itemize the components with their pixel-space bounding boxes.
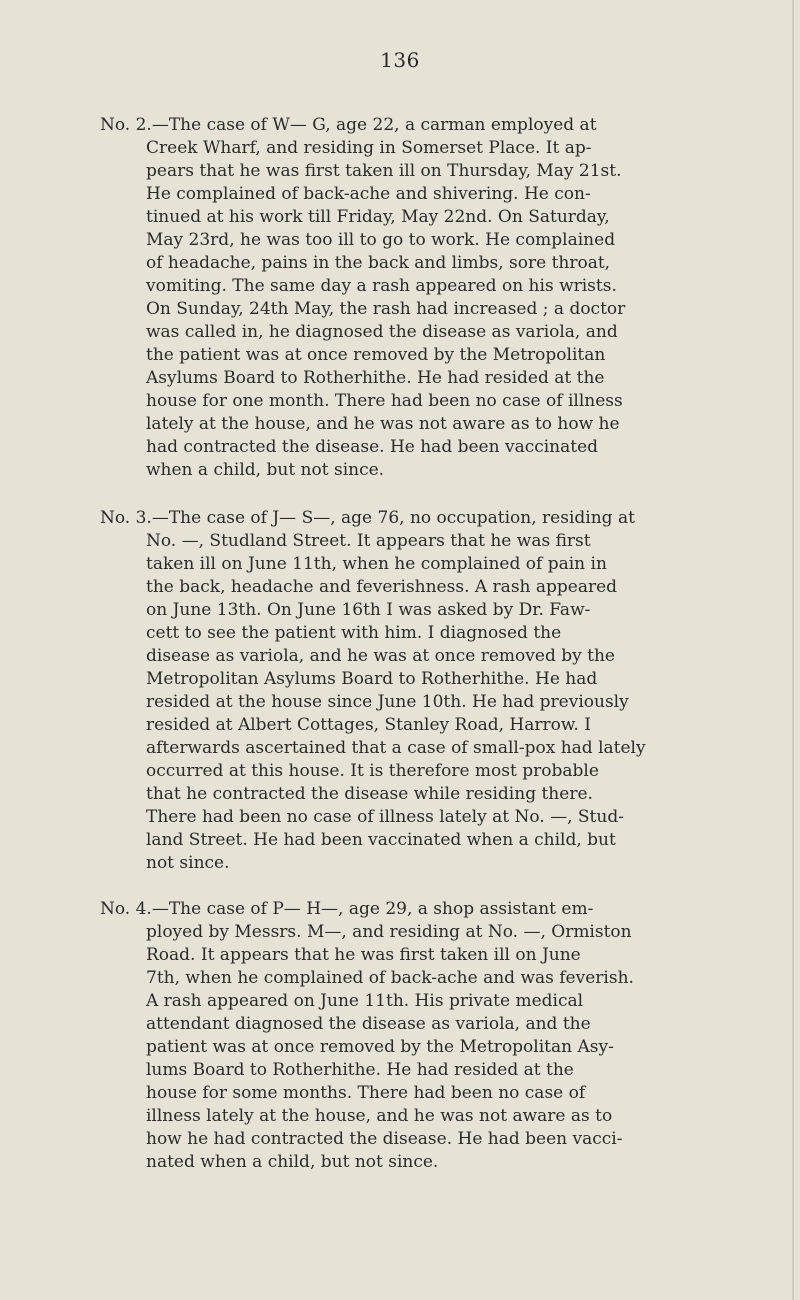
case-heading-line: No. 4.—The case of P— H—, age 29, a shop assistant em-: [100, 899, 594, 919]
case-text-line: pears that he was first taken ill on Thursday, May 21st.: [146, 161, 622, 181]
case-text-line: He complained of back-ache and shivering. He con-: [146, 184, 591, 204]
case-text-line: the back, headache and feverishness. A rash appeared: [146, 577, 618, 597]
case-text-line: patient was at once removed by the Metropolitan Asy-: [146, 1037, 614, 1057]
case-text-line: resided at Albert Cottages, Stanley Road, Harrow. I: [146, 715, 591, 735]
case-text-line: on June 13th. On June 16th I was asked by Dr. Faw-: [146, 600, 591, 620]
case-text-line: On Sunday, 24th May, the rash had increased ; a doctor: [146, 299, 626, 319]
case-text-line: nated when a child, but not since.: [146, 1152, 439, 1172]
case-text-line: occurred at this house. It is therefore most probable: [146, 761, 599, 781]
case-text-line: afterwards ascertained that a case of small-pox had lately: [146, 738, 646, 758]
case-text-line: was called in, he diagnosed the disease as variola, and: [146, 322, 618, 342]
case-text-line: 7th, when he complained of back-ache and was feverish.: [146, 968, 634, 988]
case-text-line: illness lately at the house, and he was not aware as to: [146, 1106, 613, 1126]
page-edge-rule: [792, 0, 794, 1300]
case-text-line: the patient was at once removed by the Metropolitan: [146, 345, 606, 365]
case-text-line: May 23rd, he was too ill to go to work. He complained: [146, 230, 616, 250]
case-text-line: house for some months. There had been no case of: [146, 1083, 586, 1103]
case-text-line: attendant diagnosed the disease as variola, and the: [146, 1014, 591, 1034]
case-text-line: A rash appeared on June 11th. His private medical: [146, 991, 584, 1011]
case-text-line: taken ill on June 11th, when he complained of pain in: [146, 554, 607, 574]
case-text-line: that he contracted the disease while residing there.: [146, 784, 593, 804]
case-text-line: cett to see the patient with him. I diagnosed the: [146, 623, 562, 643]
case-heading-line: No. 3.—The case of J— S—, age 76, no occupation, residing at: [100, 508, 635, 528]
case-text-line: Creek Wharf, and residing in Somerset Place. It ap-: [146, 138, 592, 158]
case-heading-line: No. 2.—The case of W— G, age 22, a carman employed at: [100, 115, 597, 135]
case-text-line: No. —, Studland Street. It appears that he was first: [146, 531, 591, 551]
case-text-line: Road. It appears that he was first taken ill on June: [146, 945, 581, 965]
case-text-line: vomiting. The same day a rash appeared on his wrists.: [146, 276, 617, 296]
case-text-line: when a child, but not since.: [146, 460, 385, 480]
case-text-line: not since.: [146, 853, 230, 873]
case-text-line: lums Board to Rotherhithe. He had resided at the: [146, 1060, 574, 1080]
case-text-line: Asylums Board to Rotherhithe. He had resided at the: [146, 368, 605, 388]
case-text-line: resided at the house since June 10th. He had previously: [146, 692, 629, 712]
case-text-line: lately at the house, and he was not aware as to how he: [146, 414, 620, 434]
page-number: 136: [380, 48, 420, 72]
case-text-line: There had been no case of illness lately at No. —, Stud-: [146, 807, 624, 827]
case-text-line: tinued at his work till Friday, May 22nd. On Saturday,: [146, 207, 610, 227]
case-text-line: of headache, pains in the back and limbs, sore throat,: [146, 253, 611, 273]
case-text-line: house for one month. There had been no case of illness: [146, 391, 623, 411]
case-text-line: how he had contracted the disease. He had been vacci-: [146, 1129, 623, 1149]
case-text-line: land Street. He had been vaccinated when a child, but: [146, 830, 616, 850]
case-text-line: Metropolitan Asylums Board to Rotherhithe. He had: [146, 669, 598, 689]
case-text-line: disease as variola, and he was at once removed by the: [146, 646, 615, 666]
case-text-line: had contracted the disease. He had been vaccinated: [146, 437, 599, 457]
case-text-line: ployed by Messrs. M—, and residing at No. —, Ormiston: [146, 922, 632, 942]
